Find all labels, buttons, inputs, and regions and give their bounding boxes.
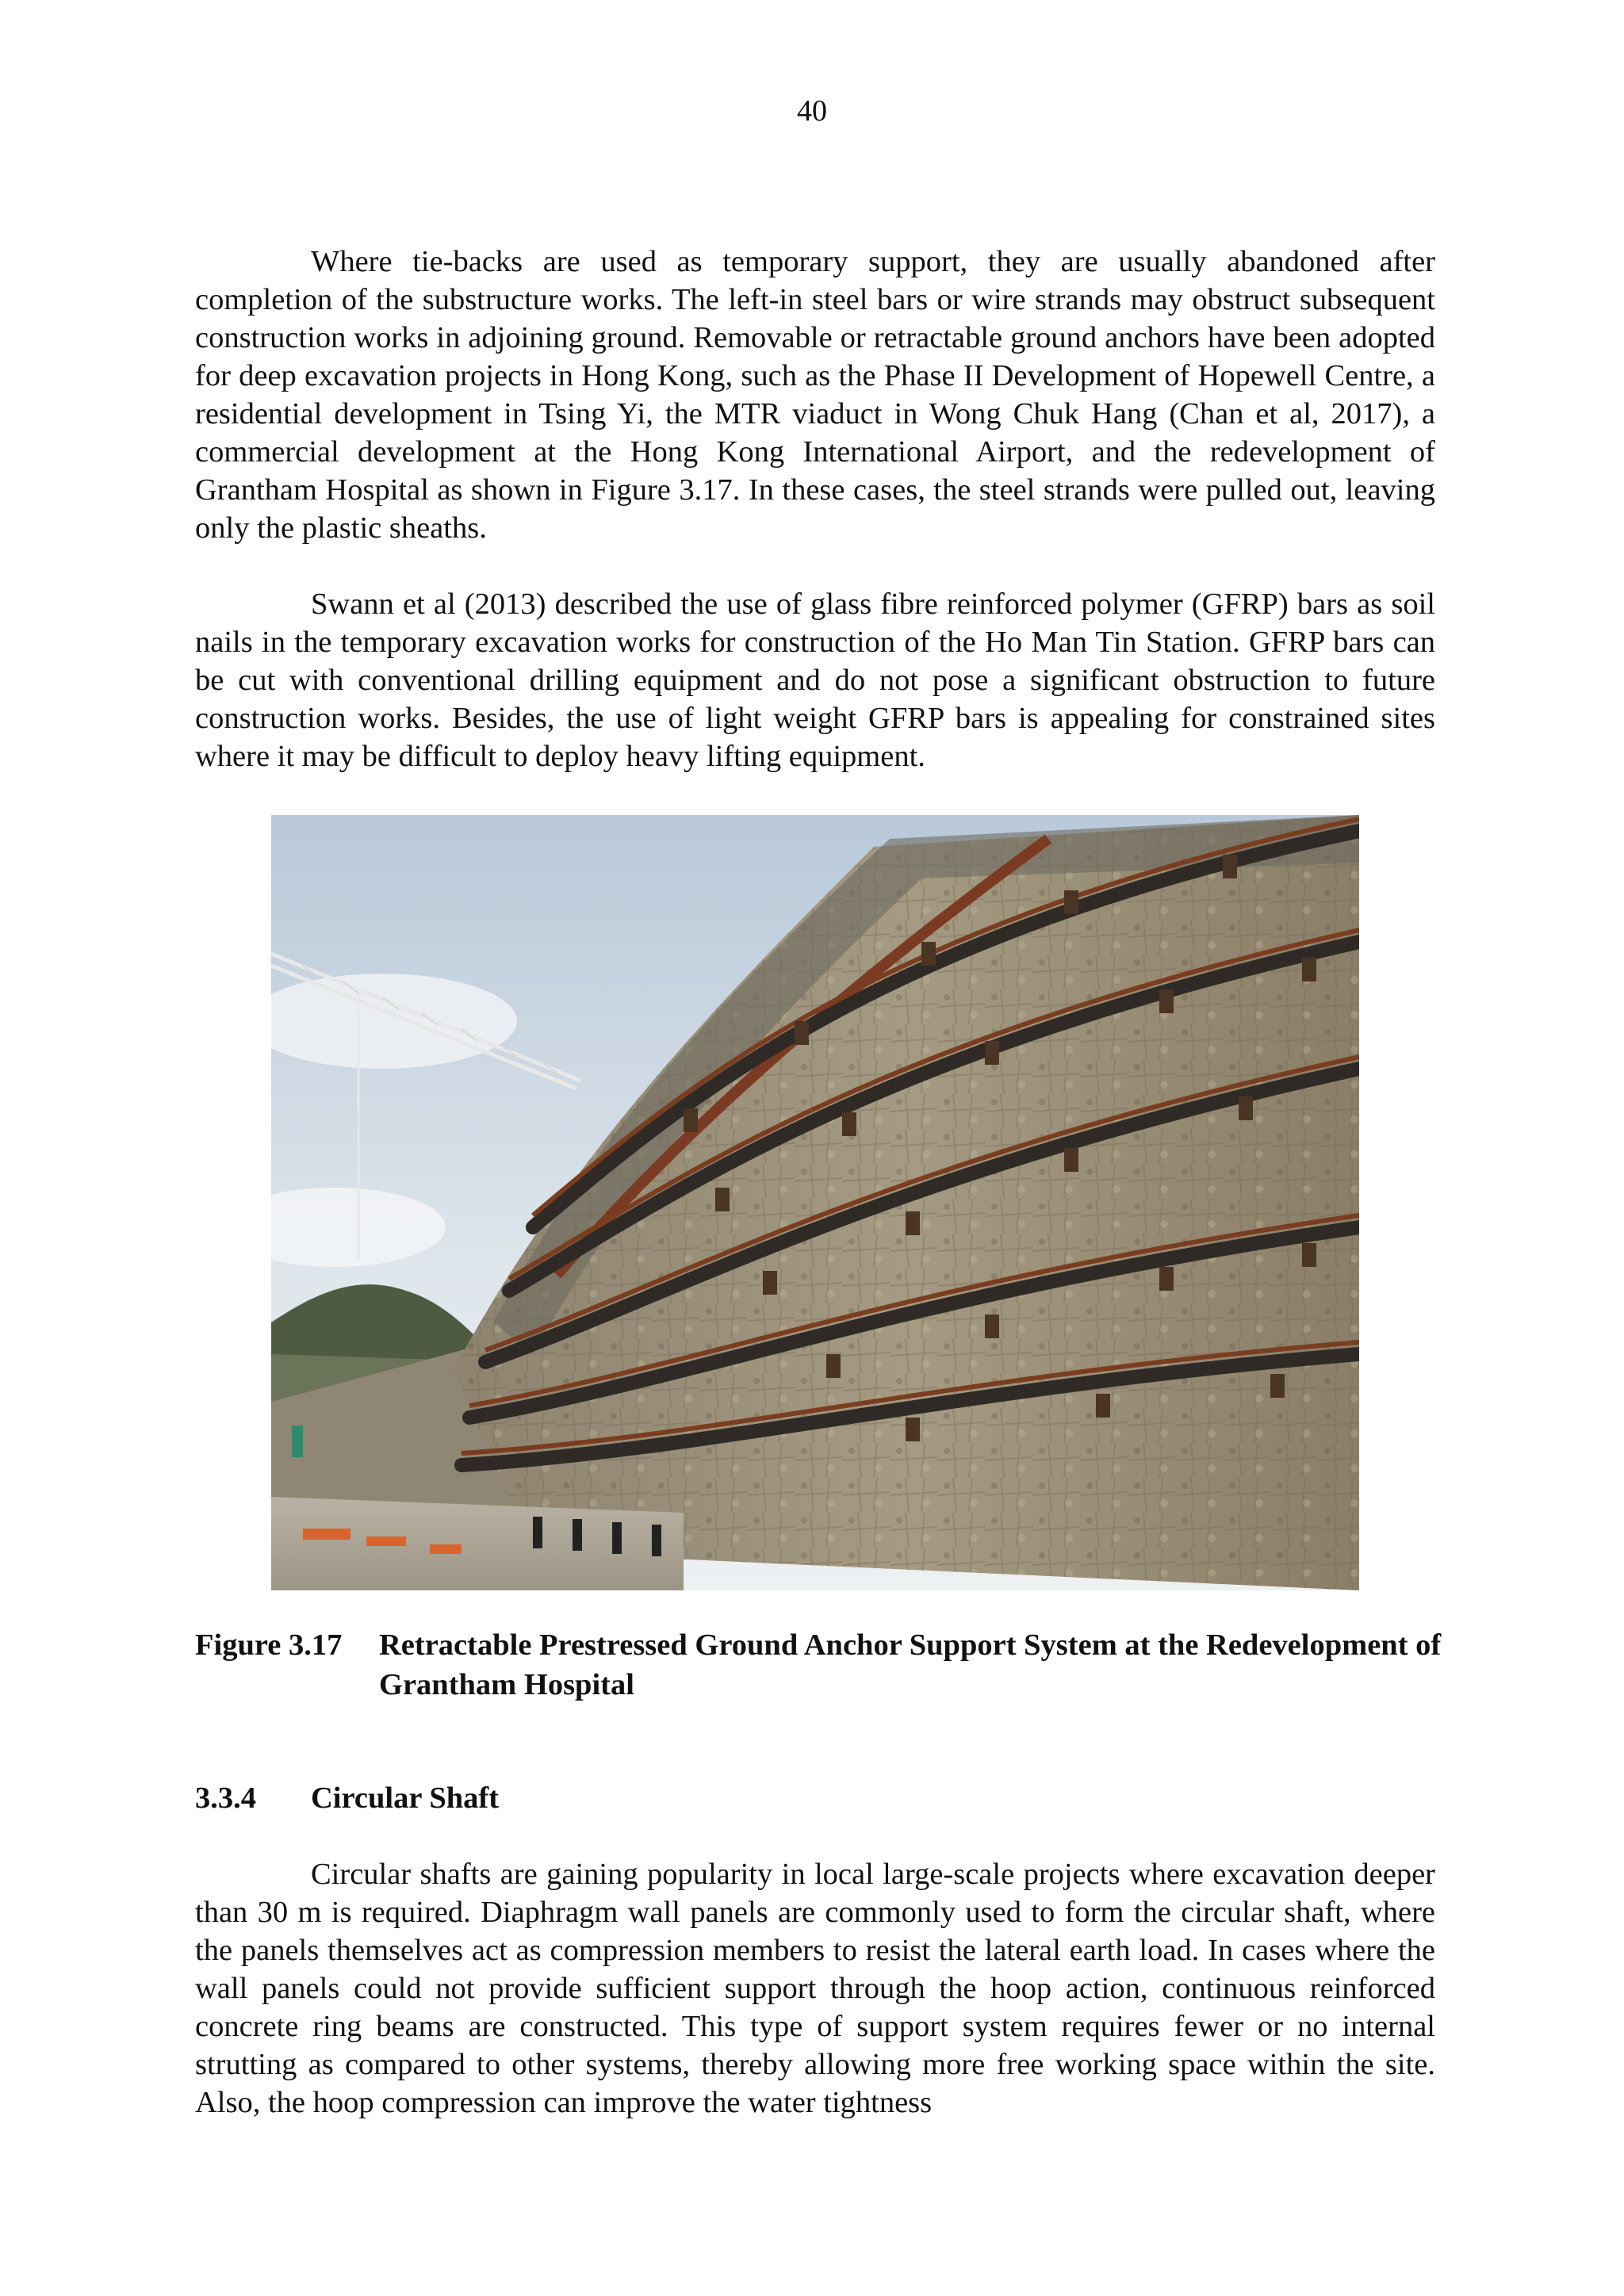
section-number: 3.3.4	[195, 1781, 256, 1815]
paragraph-tie-backs: Where tie-backs are used as temporary support, they are usually abandoned after completion of the substructure works. The left-in steel bars or wire strands may obstruct subsequent construction works in adjoining ground. Removable or retractable ground anchors have been adopted for deep excavation projects in Hong Kong, such as the Phase II Development of Hopewell Centre, a residential development in Tsing Yi, the MTR viaduct in Wong Chuk Hang (Chan et al, 2017), a commercial development at the Hong Kong International Airport, and the redevelopment of Grantham Hospital as shown in Figure 3.17. In these cases, the steel strands were pulled out, leaving only the plastic sheaths.	[195, 245, 1435, 545]
figure-caption-text: Retractable Prestressed Ground Anchor Support System at the Redevelopment of Grantham Hospital	[379, 1628, 1442, 1701]
figure-photo-anchor-support-system	[271, 815, 1359, 1590]
page-number: 40	[797, 94, 827, 128]
paragraph-gfrp: Swann et al (2013) described the use of glass fibre reinforced polymer (GFRP) bars as soil nails in the temporary excavation works for construction of the Ho Man Tin Station. GFRP bars can be cut with conventional drilling equipment and do not pose a significant obstruction to future construction works. Besides, the use of light weight GFRP bars is appealing for constrained sites where it may be difficult to deploy heavy lifting equipment.	[195, 587, 1435, 773]
figure-label: Figure 3.17	[195, 1628, 343, 1662]
section-title: Circular Shaft	[311, 1781, 500, 1815]
paragraph-circular-shaft: Circular shafts are gaining popularity in local large-scale projects where excavation deeper than 30 m is required. Diaphragm wall panels are commonly used to form the circular shaft, where the panels themselves act as compression members to resist the lateral earth load. In cases where the wall panels could not provide sufficient support through the hoop action, continuous reinforced concrete ring beams are constructed. This type of support system requires fewer or no internal strutting as compared to other systems, thereby allowing more free working space within the site. Also, the hoop compression can improve the water tightness	[195, 1858, 1435, 2119]
